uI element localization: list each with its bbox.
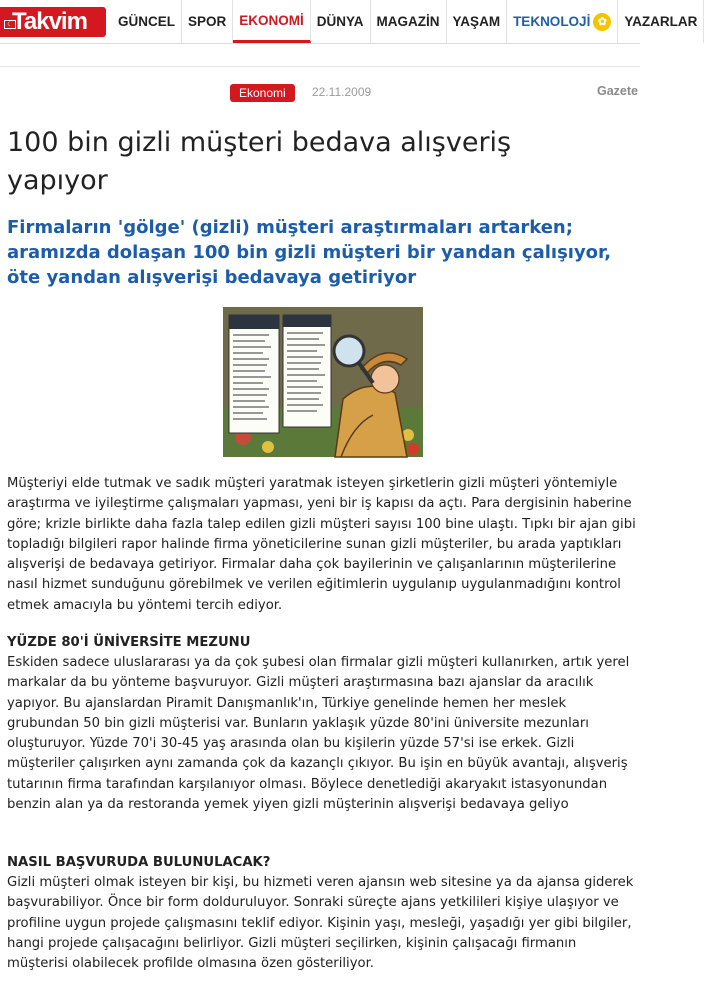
section-heading-2: NASIL BAŞVURUDA BULUNULACAK? <box>7 855 271 870</box>
category-badge[interactable]: Ekonomi <box>230 84 295 102</box>
article-date: 22.11.2009 <box>312 85 372 99</box>
site-logo-text: Takvim <box>12 8 87 35</box>
top-navigation <box>0 0 698 44</box>
site-logo[interactable] <box>0 7 106 37</box>
detective-illustration <box>223 307 423 457</box>
section-heading-1: YÜZDE 80'İ ÜNİVERSİTE MEZUNU <box>7 635 251 650</box>
article-source: Gazete <box>597 84 638 98</box>
nav-item-spor[interactable]: SPOR <box>182 0 233 43</box>
nav-item-teknoloji-label: TEKNOLOJİ <box>513 14 591 29</box>
nav-item-yasam[interactable]: YAŞAM <box>447 0 508 43</box>
nav-item-magazin[interactable]: MAGAZİN <box>371 0 447 43</box>
article-paragraph-3: Gizli müşteri olmak isteyen bir kişi, bu hizmeti veren ajansın web sitesine ya da ajansa giderek başvurabiliyor. Önce bir form dolduruluyor. Sonraki süreçte ajans yetkilileri kişiye ulaşıyor ve profiline uygun projede çalışmasını teklif ediyor. Kişinin yaşı, mesleği, yaşadığı yer gibi bilgiler, hangi projede çalışacağını belirliyor. Gizli müşteri seçilirken, kişinin çalışacağı firmanın müşterisi olabilecek profilde olmasına özen gösteriliyor. <box>7 875 634 972</box>
nav-item-guncel[interactable]: GÜNCEL <box>112 0 182 43</box>
turkcell-logo-icon: ✿ <box>593 13 611 31</box>
divider <box>0 66 640 67</box>
article-subtitle: Firmaların 'gölge' (gizli) müşteri araştırmaları artarken; aramızda dolaşan 100 bin gizli müşteri bir yandan çalışıyor, öte yandan alışverişi bedavaya getiriyor <box>7 217 612 288</box>
nav-item-dunya[interactable]: DÜNYA <box>311 0 371 43</box>
article-paragraph-2: Eskiden sadece uluslararası ya da çok şubesi olan firmalar gizli müşteri kullanırken, artık yerel markalar da bu yönteme başvuruyor. Gizli müşteri araştırmasına bazı ajanslar da aracılık yapıyor. Bu ajanslardan Piramit Danışmanlık'ın, Türkiye genelinde hemen her meslek grubundan 50 bin gizli müşterisi var. Bunların yaklaşık yüzde 80'ini üniversite mezunları oluşturuyor. Yüzde 70'i 30-45 yaş arasında olan bu kişilerin yüzde 57'si ise erkek. Gizli müşteriler çalışırken aynı zamanda çok da kazançlı çıkıyor. Bu işin en büyük avantajı, alışveriş tutarının firma tarafından karşılanıyor olması. Böylece denetlediği akaryakıt istasyonundan benzin alan ya da restoranda yemek yiyen gizli müşterinin alışverişi bedavaya geliyo <box>7 655 630 813</box>
article-title: 100 bin gizli müşteri bedava alışveriş yapıyor <box>7 127 512 196</box>
nav-item-yazarlar[interactable]: YAZARLAR <box>618 0 704 43</box>
main-nav <box>112 0 704 43</box>
article-image <box>223 307 423 457</box>
article-paragraph-1: Müşteriyi elde tutmak ve sadık müşteri yaratmak isteyen şirketlerin gizli müşteri yöntemiyle araştırma ve iyileştirme çalışmaları yapması, yeni bir iş kapısı da açtı. Para dergisinin haberine göre; krizle birlikte daha fazla talep edilen gizli müşteri sayısı 100 bine ulaştı. Tıpkı bir ajan gibi topladığı bilgileri rapor halinde firma yöneticilerine sunan gizli müşteriler, bu arada yaptıkları alışverişi de bedavaya getiriyor. Firmalar daha çok bayilerinin ve çalışanlarının müşterilerine nasıl hizmet sunduğunu görebilmek ve verilen eğitimlerin uygulanıp uygulanmadığını kontrol etmek amacıyla bu yöntemi tercih ediyor. <box>7 476 636 613</box>
nav-item-ekonomi[interactable]: EKONOMİ <box>233 0 311 43</box>
nav-item-teknoloji[interactable] <box>507 0 618 43</box>
flag-icon: ☾ <box>4 20 16 29</box>
